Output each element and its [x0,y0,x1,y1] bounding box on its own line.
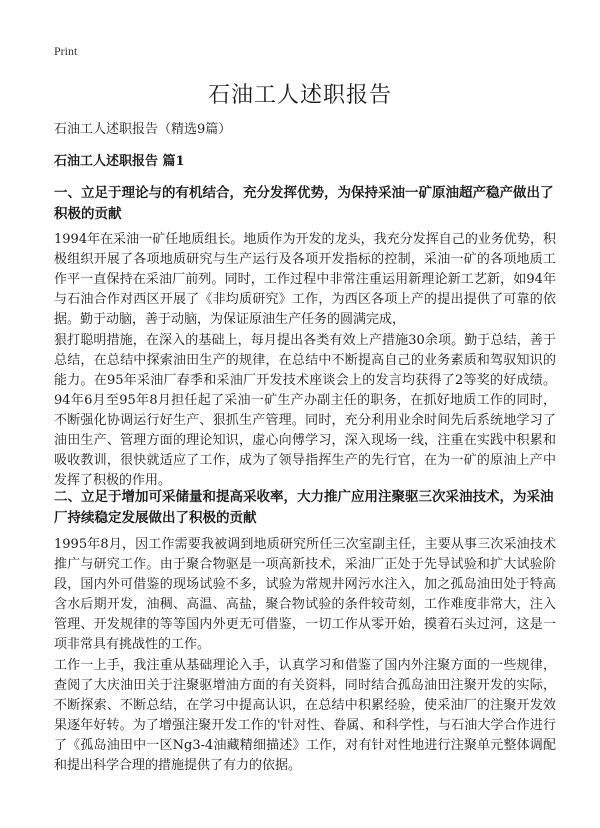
paragraph-2: 狠打聪明措施，在深入的基础上，每月提出各类有效上产措施30余项。勤于总结，善于总结，在总结中探索油田生产的规律，在总结中不断提高自己的业务素质和驾驭知识的能力。在95年采油厂春季和采油厂开发技术座谈会上的发言均获得了2等奖的好成绩。94年6月至95年8月担任起了采油一矿生产办副主任的职务，在抓好地质工作的同时，不断强化协调运行好生产、狠抓生产管理。同时，充分利用业余时间先后系统地学习了油田生产、管理方面的理论知识，虚心向傅学习，深入现场一线，注重在实践中积累和吸收教训，很快就适应了工作，成为了领导指挥生产的先行官，在为一矿的原油上产中发挥了积极的作用。 [54,333,556,488]
print-label[interactable]: Print [54,44,78,58]
section-heading: 石油工人述职报告 篇1 [54,154,185,169]
heading-2: 二、立足于增加可采储量和提高采收率，大力推广应用注聚驱三次采油技术，为采油厂持续稳定发展做出了积极的贡献 [54,489,554,526]
document-subtitle: 石油工人述职报告（精选9篇） [54,122,232,137]
heading-1: 一、立足于理论与的有机结合，充分发挥优势，为保持采油一矿原油超产稳产做出了积极的贡献 [54,185,554,222]
paragraph-4: 工作一上手，我注重从基础理论入手，认真学习和借鉴了国内外注聚方面的一些规律，查阅了大庆油田关于注聚驱增油方面的有关资料，同时结合孤岛油田注聚开发的实际，不断探索、不断总结，在学习中提高认识，在总结中积累经验，使采油厂的注聚开发效果逐年好转。为了增强注聚开发工作的'针对性、眷属、和科学性，与石油大学合作进行了《孤岛油田中一区Ng3-4油藏精细描述》工作，对有针对性地进行注聚单元整体调配和提出科学合理的措施提供了有力的依据。 [54,658,556,773]
document-title: 石油工人述职报告 [207,83,392,108]
paragraph-1: 1994年在采油一矿任地质组长。地质作为开发的龙头，我充分发挥自己的业务优势，积极组织开展了各项地质研究与生产运行及各项开发指标的控制，采油一矿的各项地质工作平一直保持在采油厂前列。同时，工作过程中非常注重运用新理论新工艺新，如94年与石油合作对西区开展了《非均质研究》工作，为西区各项上产的提出提供了可靠的依据。勤于动脑，善于动脑，为保证原油生产任务的圆满完成， [54,232,556,327]
paragraph-3: 1995年8月，因工作需要我被调到地质研究所任三次室副主任，主要从事三次采油技术推广与研究工作。由于聚合物驱是一项高新技术，采油厂正处于先导试验和扩大试验阶段，国内外可借鉴的现场试验不多，试验为常规井网污水注入，加之孤岛油田处于特高含水后期开发，油稠、高温、高盐，聚合物试验的条件较苛刻，工作难度非常大，注入管理、开发规律的等等国内外更无可借鉴，一切工作从零开始，摸着石头过河，这是一项非常具有挑战性的工作。 [54,537,556,652]
